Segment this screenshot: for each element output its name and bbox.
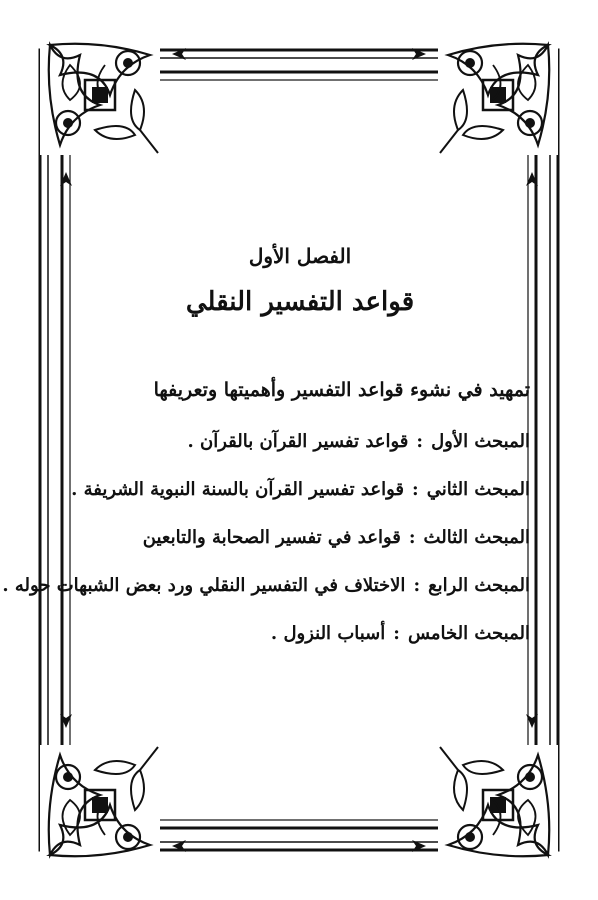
- topic-text: الاختلاف في التفسير النقلي ورد بعض الشبهات حوله .: [2, 575, 406, 596]
- topic-label: المبحث الثاني: [426, 479, 530, 500]
- topic-separator: :: [408, 527, 416, 548]
- chapter-title: قواعد التفسير النقلي: [185, 287, 415, 317]
- topic-separator: :: [413, 575, 421, 596]
- topic-item: [70, 514, 530, 562]
- topic-item: [2, 562, 530, 610]
- topic-separator: :: [416, 431, 424, 452]
- topic-text: قواعد في تفسير الصحابة والتابعين: [142, 527, 401, 548]
- topic-item: [70, 418, 530, 466]
- topic-label: المبحث الأول: [431, 431, 530, 452]
- intro-heading: تمهيد في نشوء قواعد التفسير وأهميتها وتعريفها: [153, 379, 530, 401]
- topic-text: أسباب النزول .: [270, 623, 386, 644]
- chapter-label: الفصل الأول: [248, 244, 352, 268]
- topic-label: المبحث الخامس: [407, 623, 530, 644]
- topic-separator: :: [412, 479, 419, 500]
- topic-label: المبحث الرابع: [428, 575, 530, 596]
- chapter-content: [2, 240, 530, 658]
- topic-text: قواعد تفسير القرآن بالسنة النبوية الشريفة .: [71, 479, 405, 500]
- topic-separator: :: [393, 623, 400, 644]
- topic-item: [70, 610, 530, 658]
- topics-list: [2, 418, 530, 658]
- topic-text: قواعد تفسير القرآن بالقرآن .: [187, 431, 409, 452]
- topic-item: [70, 466, 530, 514]
- topic-label: المبحث الثالث: [423, 527, 530, 548]
